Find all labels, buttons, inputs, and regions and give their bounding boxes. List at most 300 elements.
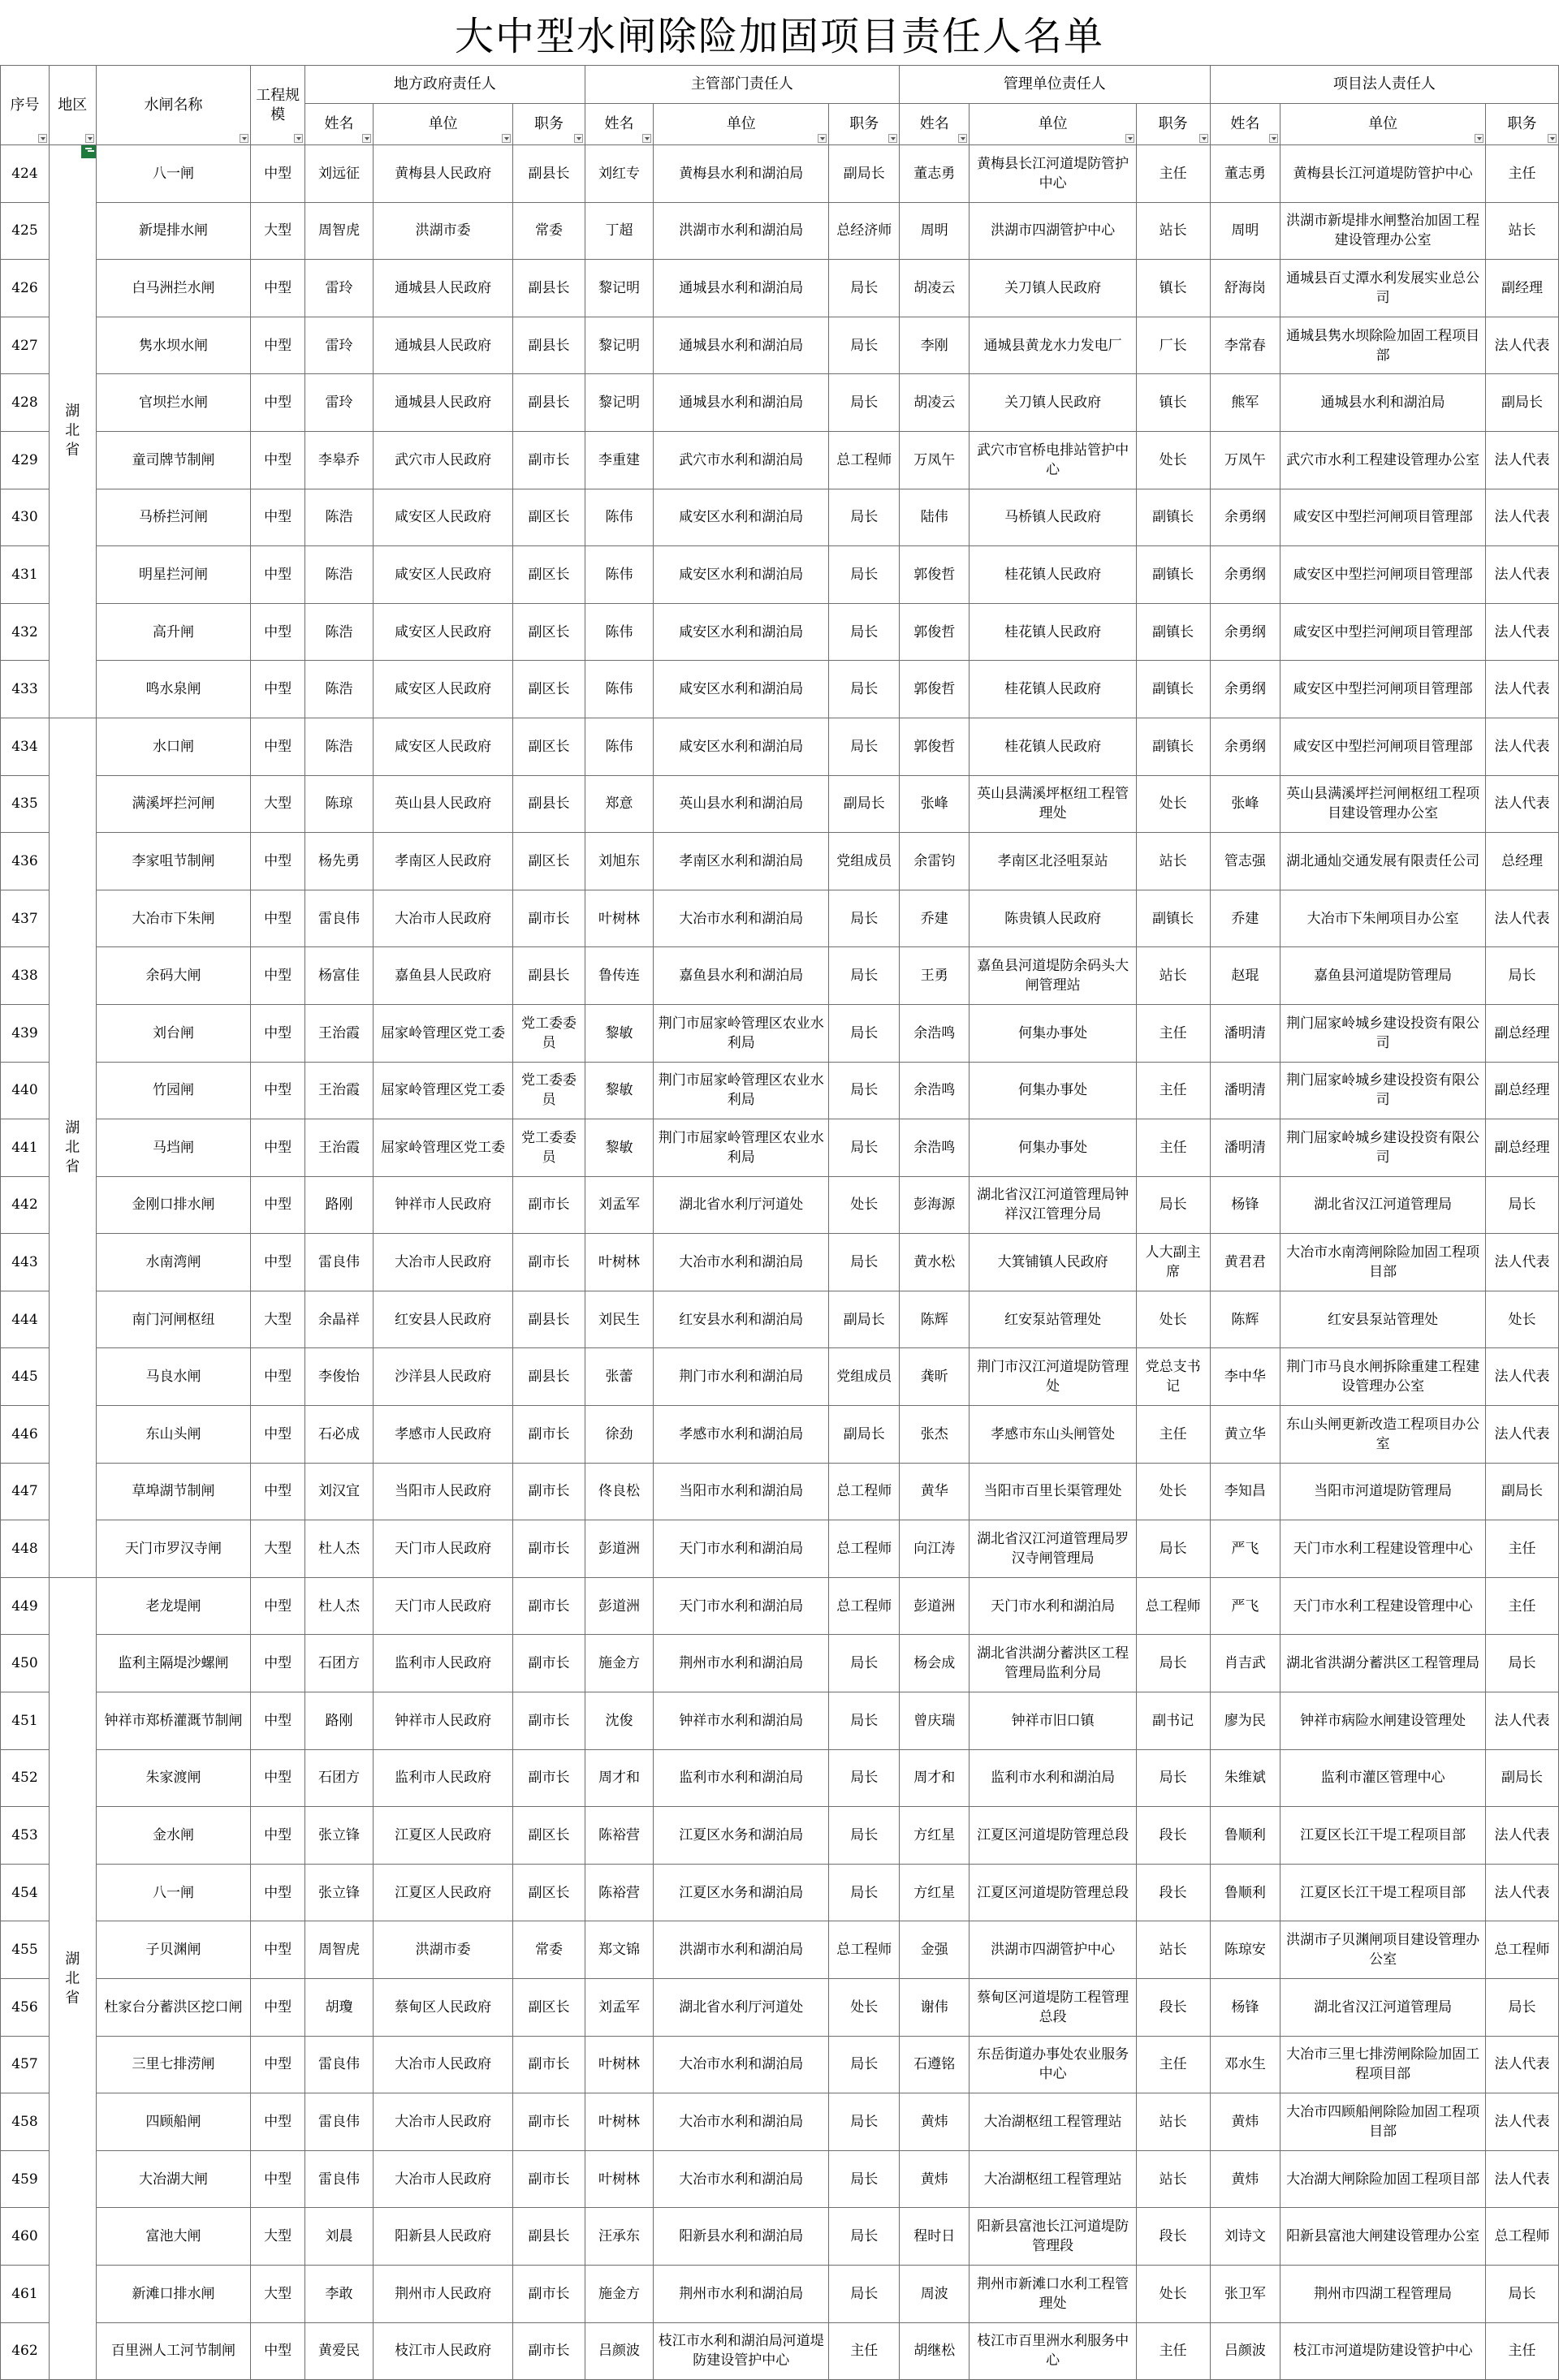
cell-scale[interactable]: 中型 — [251, 431, 305, 489]
cell-mgmt-unit[interactable]: 湖北省洪湖分蓄洪区工程管理局监利分局 — [970, 1635, 1136, 1692]
cell-legal-person[interactable]: 陈琼安 — [1210, 1921, 1280, 1979]
cell-gate-name[interactable]: 金刚口排水闸 — [96, 1176, 251, 1234]
cell-dept-unit[interactable]: 大冶市水利和湖泊局 — [654, 2093, 829, 2151]
cell-mgmt-unit[interactable]: 关刀镇人民政府 — [970, 374, 1136, 432]
cell-seq[interactable]: 429 — [1, 431, 50, 489]
cell-mgmt-role[interactable]: 站长 — [1136, 2150, 1210, 2208]
cell-gate-name[interactable]: 大冶湖大闸 — [96, 2150, 251, 2208]
cell-gov-role[interactable]: 副区长 — [513, 546, 585, 604]
cell-legal-unit[interactable]: 湖北省汉江河道管理局 — [1280, 1176, 1486, 1234]
cell-mgmt-role[interactable]: 处长 — [1136, 1463, 1210, 1520]
cell-dept-person[interactable]: 陈伟 — [585, 603, 653, 661]
cell-dept-role[interactable]: 主任 — [829, 2322, 900, 2380]
cell-seq[interactable]: 453 — [1, 1807, 50, 1865]
cell-mgmt-unit[interactable]: 湖北省汉江河道管理局罗汉寺闸管理局 — [970, 1520, 1136, 1578]
filter-dropdown-icon[interactable] — [362, 134, 371, 143]
cell-dept-person[interactable]: 刘民生 — [585, 1291, 653, 1348]
cell-scale[interactable]: 中型 — [251, 1692, 305, 1750]
cell-legal-unit[interactable]: 天门市水利工程建设管理中心 — [1280, 1577, 1486, 1635]
cell-mgmt-unit[interactable]: 嘉鱼县河道堤防余码头大闸管理站 — [970, 947, 1136, 1005]
header-role[interactable]: 职务 — [1486, 104, 1559, 145]
filter-dropdown-icon[interactable] — [888, 134, 897, 143]
cell-mgmt-role[interactable]: 局长 — [1136, 1635, 1210, 1692]
cell-mgmt-person[interactable]: 张峰 — [899, 775, 970, 833]
cell-gov-unit[interactable]: 红安县人民政府 — [374, 1291, 513, 1348]
cell-mgmt-person[interactable]: 谢伟 — [899, 1979, 970, 2037]
cell-scale[interactable]: 大型 — [251, 775, 305, 833]
cell-legal-person[interactable]: 乔建 — [1210, 890, 1280, 947]
filter-dropdown-icon[interactable] — [294, 134, 303, 143]
cell-gov-person[interactable]: 陈琼 — [304, 775, 373, 833]
cell-scale[interactable]: 中型 — [251, 2150, 305, 2208]
cell-legal-person[interactable]: 陈辉 — [1210, 1291, 1280, 1348]
cell-mgmt-person[interactable]: 陆伟 — [899, 489, 970, 546]
filter-dropdown-icon[interactable] — [1199, 134, 1208, 143]
cell-mgmt-unit[interactable]: 阳新县富池长江河道堤防管理段 — [970, 2208, 1136, 2266]
cell-gov-person[interactable]: 杨先勇 — [304, 833, 373, 890]
cell-gov-role[interactable]: 副区长 — [513, 1864, 585, 1921]
cell-comment-marker-icon[interactable] — [81, 145, 96, 158]
cell-dept-role[interactable]: 总工程师 — [829, 1577, 900, 1635]
cell-scale[interactable]: 中型 — [251, 317, 305, 374]
cell-legal-role[interactable]: 局长 — [1486, 2265, 1559, 2322]
cell-dept-person[interactable]: 黎记明 — [585, 317, 653, 374]
cell-gov-person[interactable]: 杨富佳 — [304, 947, 373, 1005]
cell-gov-unit[interactable]: 咸安区人民政府 — [374, 489, 513, 546]
cell-gov-unit[interactable]: 咸安区人民政府 — [374, 546, 513, 604]
cell-mgmt-role[interactable]: 局长 — [1136, 1749, 1210, 1807]
cell-gov-person[interactable]: 王治霞 — [304, 1119, 373, 1177]
cell-mgmt-person[interactable]: 董志勇 — [899, 145, 970, 203]
cell-legal-person[interactable]: 余勇纲 — [1210, 603, 1280, 661]
cell-legal-unit[interactable]: 咸安区中型拦河闸项目管理部 — [1280, 489, 1486, 546]
filter-dropdown-icon[interactable] — [240, 134, 248, 143]
cell-gov-person[interactable]: 石团方 — [304, 1635, 373, 1692]
cell-dept-person[interactable]: 黎记明 — [585, 374, 653, 432]
cell-gov-unit[interactable]: 咸安区人民政府 — [374, 661, 513, 718]
cell-legal-role[interactable]: 法人代表 — [1486, 1692, 1559, 1750]
cell-mgmt-unit[interactable]: 何集办事处 — [970, 1004, 1136, 1062]
cell-mgmt-role[interactable]: 主任 — [1136, 1119, 1210, 1177]
cell-gate-name[interactable]: 钟祥市郑桥灌溉节制闸 — [96, 1692, 251, 1750]
cell-legal-unit[interactable]: 江夏区长江干堤工程项目部 — [1280, 1864, 1486, 1921]
header-region[interactable]: 地区 — [49, 66, 96, 145]
cell-gov-person[interactable]: 刘远征 — [304, 145, 373, 203]
cell-legal-role[interactable]: 站长 — [1486, 202, 1559, 260]
cell-dept-role[interactable]: 处长 — [829, 1176, 900, 1234]
cell-gov-unit[interactable]: 沙洋县人民政府 — [374, 1348, 513, 1406]
cell-seq[interactable]: 462 — [1, 2322, 50, 2380]
cell-legal-role[interactable]: 总工程师 — [1486, 2208, 1559, 2266]
cell-gate-name[interactable]: 子贝渊闸 — [96, 1921, 251, 1979]
cell-legal-unit[interactable]: 荆门屈家岭城乡建设投资有限公司 — [1280, 1062, 1486, 1119]
cell-gov-role[interactable]: 党工委委员 — [513, 1004, 585, 1062]
cell-mgmt-role[interactable]: 总工程师 — [1136, 1577, 1210, 1635]
cell-seq[interactable]: 449 — [1, 1577, 50, 1635]
filter-dropdown-icon[interactable] — [502, 134, 511, 143]
cell-legal-unit[interactable]: 通城县水利和湖泊局 — [1280, 374, 1486, 432]
cell-gov-person[interactable]: 杜人杰 — [304, 1577, 373, 1635]
cell-dept-unit[interactable]: 大冶市水利和湖泊局 — [654, 2036, 829, 2093]
cell-region[interactable] — [49, 1577, 96, 2379]
cell-mgmt-person[interactable]: 方红星 — [899, 1807, 970, 1865]
cell-legal-unit[interactable]: 湖北省汉江河道管理局 — [1280, 1979, 1486, 2037]
cell-scale[interactable]: 中型 — [251, 2093, 305, 2151]
cell-legal-unit[interactable]: 大冶市三里七排涝闸除险加固工程项目部 — [1280, 2036, 1486, 2093]
cell-dept-role[interactable]: 局长 — [829, 374, 900, 432]
cell-scale[interactable]: 中型 — [251, 1577, 305, 1635]
cell-mgmt-person[interactable]: 石遵铭 — [899, 2036, 970, 2093]
cell-seq[interactable]: 460 — [1, 2208, 50, 2266]
cell-gov-person[interactable]: 雷玲 — [304, 260, 373, 317]
cell-gov-person[interactable]: 陈浩 — [304, 546, 373, 604]
cell-gov-unit[interactable]: 阳新县人民政府 — [374, 2208, 513, 2266]
cell-gov-unit[interactable]: 荆州市人民政府 — [374, 2265, 513, 2322]
cell-legal-role[interactable]: 法人代表 — [1486, 1234, 1559, 1291]
cell-seq[interactable]: 432 — [1, 603, 50, 661]
cell-dept-unit[interactable]: 天门市水利和湖泊局 — [654, 1577, 829, 1635]
cell-gov-person[interactable]: 刘晨 — [304, 2208, 373, 2266]
cell-mgmt-person[interactable]: 周明 — [899, 202, 970, 260]
cell-seq[interactable]: 437 — [1, 890, 50, 947]
cell-dept-person[interactable]: 徐劲 — [585, 1406, 653, 1464]
cell-dept-unit[interactable]: 当阳市水利和湖泊局 — [654, 1463, 829, 1520]
cell-dept-unit[interactable]: 咸安区水利和湖泊局 — [654, 546, 829, 604]
cell-dept-person[interactable]: 施金方 — [585, 1635, 653, 1692]
cell-dept-role[interactable]: 局长 — [829, 317, 900, 374]
cell-mgmt-unit[interactable]: 监利市水利和湖泊局 — [970, 1749, 1136, 1807]
cell-seq[interactable]: 444 — [1, 1291, 50, 1348]
cell-dept-person[interactable]: 陈裕营 — [585, 1807, 653, 1865]
cell-legal-unit[interactable]: 当阳市河道堤防管理局 — [1280, 1463, 1486, 1520]
header-person[interactable]: 姓名 — [899, 104, 970, 145]
header-unit[interactable]: 单位 — [654, 104, 829, 145]
cell-gov-role[interactable]: 副市长 — [513, 2150, 585, 2208]
cell-legal-person[interactable]: 杨锋 — [1210, 1176, 1280, 1234]
cell-mgmt-unit[interactable]: 湖北省汉江河道管理局钟祥汉江管理分局 — [970, 1176, 1136, 1234]
cell-gov-role[interactable]: 副县长 — [513, 374, 585, 432]
cell-gov-role[interactable]: 副区长 — [513, 833, 585, 890]
cell-seq[interactable]: 426 — [1, 260, 50, 317]
cell-dept-person[interactable]: 郑意 — [585, 775, 653, 833]
cell-legal-person[interactable]: 余勇纲 — [1210, 489, 1280, 546]
cell-legal-unit[interactable]: 洪湖市子贝渊闸项目建设管理办公室 — [1280, 1921, 1486, 1979]
filter-dropdown-icon[interactable] — [1475, 134, 1483, 143]
cell-legal-person[interactable]: 张卫军 — [1210, 2265, 1280, 2322]
cell-dept-person[interactable]: 黎记明 — [585, 260, 653, 317]
filter-dropdown-icon[interactable] — [1269, 134, 1278, 143]
cell-dept-role[interactable]: 副局长 — [829, 145, 900, 203]
cell-gov-role[interactable]: 副区长 — [513, 1979, 585, 2037]
cell-gate-name[interactable]: 满溪坪拦河闸 — [96, 775, 251, 833]
cell-dept-role[interactable]: 副局长 — [829, 775, 900, 833]
cell-gate-name[interactable]: 隽水坝水闸 — [96, 317, 251, 374]
cell-mgmt-unit[interactable]: 红安泵站管理处 — [970, 1291, 1136, 1348]
cell-legal-unit[interactable]: 荆门屈家岭城乡建设投资有限公司 — [1280, 1004, 1486, 1062]
cell-mgmt-person[interactable]: 余浩鸣 — [899, 1004, 970, 1062]
cell-legal-role[interactable]: 法人代表 — [1486, 1348, 1559, 1406]
cell-mgmt-person[interactable]: 杨会成 — [899, 1635, 970, 1692]
cell-legal-unit[interactable]: 江夏区长江干堤工程项目部 — [1280, 1807, 1486, 1865]
cell-gov-role[interactable]: 副市长 — [513, 431, 585, 489]
cell-scale[interactable]: 中型 — [251, 947, 305, 1005]
cell-legal-role[interactable]: 法人代表 — [1486, 546, 1559, 604]
cell-dept-person[interactable]: 张蕾 — [585, 1348, 653, 1406]
cell-seq[interactable]: 456 — [1, 1979, 50, 2037]
cell-gov-person[interactable]: 王治霞 — [304, 1004, 373, 1062]
cell-dept-person[interactable]: 叶树林 — [585, 2036, 653, 2093]
cell-gov-unit[interactable]: 钟祥市人民政府 — [374, 1176, 513, 1234]
cell-legal-person[interactable]: 管志强 — [1210, 833, 1280, 890]
cell-dept-person[interactable]: 佟良松 — [585, 1463, 653, 1520]
cell-mgmt-role[interactable]: 处长 — [1136, 431, 1210, 489]
cell-dept-person[interactable]: 黎敏 — [585, 1062, 653, 1119]
cell-legal-person[interactable]: 李中华 — [1210, 1348, 1280, 1406]
cell-dept-person[interactable]: 陈伟 — [585, 661, 653, 718]
cell-mgmt-role[interactable]: 副镇长 — [1136, 890, 1210, 947]
cell-seq[interactable]: 441 — [1, 1119, 50, 1177]
cell-gov-person[interactable]: 陈浩 — [304, 603, 373, 661]
cell-legal-role[interactable]: 总工程师 — [1486, 1921, 1559, 1979]
cell-dept-unit[interactable]: 洪湖市水利和湖泊局 — [654, 1921, 829, 1979]
cell-legal-role[interactable]: 法人代表 — [1486, 603, 1559, 661]
cell-legal-unit[interactable]: 大冶市下朱闸项目办公室 — [1280, 890, 1486, 947]
cell-legal-unit[interactable]: 钟祥市病险水闸建设管理处 — [1280, 1692, 1486, 1750]
cell-gate-name[interactable]: 马垱闸 — [96, 1119, 251, 1177]
cell-scale[interactable]: 中型 — [251, 1062, 305, 1119]
cell-dept-person[interactable]: 刘孟军 — [585, 1979, 653, 2037]
cell-gate-name[interactable]: 水南湾闸 — [96, 1234, 251, 1291]
cell-scale[interactable]: 中型 — [251, 833, 305, 890]
cell-scale[interactable]: 中型 — [251, 1749, 305, 1807]
cell-gate-name[interactable]: 富池大闸 — [96, 2208, 251, 2266]
cell-mgmt-role[interactable]: 镇长 — [1136, 374, 1210, 432]
cell-gov-role[interactable]: 副市长 — [513, 890, 585, 947]
cell-gov-role[interactable]: 副区长 — [513, 661, 585, 718]
cell-gov-role[interactable]: 副区长 — [513, 489, 585, 546]
cell-dept-unit[interactable]: 荆门市屈家岭管理区农业水利局 — [654, 1062, 829, 1119]
cell-dept-role[interactable]: 局长 — [829, 546, 900, 604]
cell-gate-name[interactable]: 大冶市下朱闸 — [96, 890, 251, 947]
cell-gate-name[interactable]: 草埠湖节制闸 — [96, 1463, 251, 1520]
cell-seq[interactable]: 440 — [1, 1062, 50, 1119]
cell-gov-role[interactable]: 副市长 — [513, 1176, 585, 1234]
cell-region[interactable] — [49, 718, 96, 1577]
cell-gov-unit[interactable]: 枝江市人民政府 — [374, 2322, 513, 2380]
cell-legal-person[interactable]: 余勇纲 — [1210, 661, 1280, 718]
cell-dept-person[interactable]: 彭道洲 — [585, 1577, 653, 1635]
cell-legal-role[interactable]: 法人代表 — [1486, 718, 1559, 775]
cell-gov-person[interactable]: 雷玲 — [304, 317, 373, 374]
cell-mgmt-unit[interactable]: 孝南区北泾咀泵站 — [970, 833, 1136, 890]
cell-legal-unit[interactable]: 英山县满溪坪拦河闸枢纽工程项目建设管理办公室 — [1280, 775, 1486, 833]
cell-mgmt-unit[interactable]: 荆门市汉江河道堤防管理处 — [970, 1348, 1136, 1406]
cell-scale[interactable]: 中型 — [251, 2036, 305, 2093]
cell-mgmt-role[interactable]: 局长 — [1136, 1520, 1210, 1578]
cell-gov-person[interactable]: 周智虎 — [304, 202, 373, 260]
cell-mgmt-person[interactable]: 方红星 — [899, 1864, 970, 1921]
cell-legal-role[interactable]: 法人代表 — [1486, 2150, 1559, 2208]
cell-gov-unit[interactable]: 咸安区人民政府 — [374, 718, 513, 775]
cell-dept-role[interactable]: 局长 — [829, 1807, 900, 1865]
cell-dept-person[interactable]: 李重建 — [585, 431, 653, 489]
cell-dept-role[interactable]: 总工程师 — [829, 1921, 900, 1979]
cell-legal-person[interactable]: 黄炜 — [1210, 2150, 1280, 2208]
cell-gate-name[interactable]: 李家咀节制闸 — [96, 833, 251, 890]
cell-mgmt-role[interactable]: 镇长 — [1136, 260, 1210, 317]
cell-mgmt-unit[interactable]: 马桥镇人民政府 — [970, 489, 1136, 546]
cell-seq[interactable]: 438 — [1, 947, 50, 1005]
cell-gov-unit[interactable]: 洪湖市委 — [374, 1921, 513, 1979]
cell-scale[interactable]: 中型 — [251, 1348, 305, 1406]
cell-legal-person[interactable]: 万凤午 — [1210, 431, 1280, 489]
cell-gate-name[interactable]: 官坝拦水闸 — [96, 374, 251, 432]
cell-dept-unit[interactable]: 咸安区水利和湖泊局 — [654, 489, 829, 546]
cell-seq[interactable]: 450 — [1, 1635, 50, 1692]
cell-legal-unit[interactable]: 荆州市四湖工程管理局 — [1280, 2265, 1486, 2322]
cell-legal-person[interactable]: 潘明清 — [1210, 1119, 1280, 1177]
cell-mgmt-person[interactable]: 万凤午 — [899, 431, 970, 489]
cell-gov-role[interactable]: 副市长 — [513, 2265, 585, 2322]
cell-gov-unit[interactable]: 江夏区人民政府 — [374, 1864, 513, 1921]
cell-legal-person[interactable]: 赵琨 — [1210, 947, 1280, 1005]
cell-seq[interactable]: 435 — [1, 775, 50, 833]
cell-mgmt-unit[interactable]: 大箕铺镇人民政府 — [970, 1234, 1136, 1291]
cell-seq[interactable]: 439 — [1, 1004, 50, 1062]
cell-mgmt-unit[interactable]: 东岳街道办事处农业服务中心 — [970, 2036, 1136, 2093]
cell-gate-name[interactable]: 马桥拦河闸 — [96, 489, 251, 546]
cell-legal-role[interactable]: 副局长 — [1486, 1463, 1559, 1520]
cell-seq[interactable]: 431 — [1, 546, 50, 604]
cell-gov-role[interactable]: 副区长 — [513, 603, 585, 661]
cell-scale[interactable]: 中型 — [251, 1119, 305, 1177]
cell-scale[interactable]: 中型 — [251, 1979, 305, 2037]
cell-mgmt-person[interactable]: 龚昕 — [899, 1348, 970, 1406]
cell-dept-unit[interactable]: 大冶市水利和湖泊局 — [654, 2150, 829, 2208]
cell-mgmt-person[interactable]: 郭俊哲 — [899, 546, 970, 604]
cell-scale[interactable]: 中型 — [251, 890, 305, 947]
cell-gov-person[interactable]: 刘汉宜 — [304, 1463, 373, 1520]
cell-dept-unit[interactable]: 荆州市水利和湖泊局 — [654, 2265, 829, 2322]
cell-legal-unit[interactable]: 枝江市河道堤防建设管护中心 — [1280, 2322, 1486, 2380]
cell-seq[interactable]: 461 — [1, 2265, 50, 2322]
cell-seq[interactable]: 443 — [1, 1234, 50, 1291]
cell-gov-unit[interactable]: 监利市人民政府 — [374, 1635, 513, 1692]
cell-gate-name[interactable]: 朱家渡闸 — [96, 1749, 251, 1807]
cell-mgmt-unit[interactable]: 黄梅县长江河道堤防管护中心 — [970, 145, 1136, 203]
cell-mgmt-role[interactable]: 处长 — [1136, 775, 1210, 833]
cell-mgmt-unit[interactable]: 枝江市百里洲水利服务中心 — [970, 2322, 1136, 2380]
cell-mgmt-person[interactable]: 陈辉 — [899, 1291, 970, 1348]
cell-seq[interactable]: 436 — [1, 833, 50, 890]
cell-gate-name[interactable]: 马良水闸 — [96, 1348, 251, 1406]
cell-gov-person[interactable]: 雷良伟 — [304, 1234, 373, 1291]
cell-dept-role[interactable]: 局长 — [829, 661, 900, 718]
cell-seq[interactable]: 424 — [1, 145, 50, 203]
cell-legal-person[interactable]: 鲁顺利 — [1210, 1807, 1280, 1865]
cell-gate-name[interactable]: 童司牌节制闸 — [96, 431, 251, 489]
cell-legal-person[interactable]: 刘诗文 — [1210, 2208, 1280, 2266]
cell-dept-unit[interactable]: 咸安区水利和湖泊局 — [654, 718, 829, 775]
cell-seq[interactable]: 455 — [1, 1921, 50, 1979]
cell-mgmt-person[interactable]: 周才和 — [899, 1749, 970, 1807]
cell-scale[interactable]: 中型 — [251, 1176, 305, 1234]
cell-gate-name[interactable]: 三里七排涝闸 — [96, 2036, 251, 2093]
cell-dept-person[interactable]: 刘红专 — [585, 145, 653, 203]
cell-dept-unit[interactable]: 荆门市屈家岭管理区农业水利局 — [654, 1004, 829, 1062]
cell-legal-person[interactable]: 潘明清 — [1210, 1062, 1280, 1119]
cell-legal-unit[interactable]: 洪湖市新堤排水闸整治加固工程建设管理办公室 — [1280, 202, 1486, 260]
cell-gov-unit[interactable]: 钟祥市人民政府 — [374, 1692, 513, 1750]
cell-legal-role[interactable]: 局长 — [1486, 1979, 1559, 2037]
cell-legal-unit[interactable]: 咸安区中型拦河闸项目管理部 — [1280, 661, 1486, 718]
cell-dept-person[interactable]: 施金方 — [585, 2265, 653, 2322]
cell-gov-role[interactable]: 副市长 — [513, 2093, 585, 2151]
cell-mgmt-person[interactable]: 程时日 — [899, 2208, 970, 2266]
cell-gov-role[interactable]: 副市长 — [513, 2322, 585, 2380]
cell-mgmt-unit[interactable]: 通城县黄龙水力发电厂 — [970, 317, 1136, 374]
cell-gate-name[interactable]: 余码大闸 — [96, 947, 251, 1005]
cell-mgmt-unit[interactable]: 天门市水利和湖泊局 — [970, 1577, 1136, 1635]
cell-mgmt-role[interactable]: 站长 — [1136, 947, 1210, 1005]
header-gate-name[interactable]: 水闸名称 — [96, 66, 251, 145]
cell-gov-role[interactable]: 副市长 — [513, 1234, 585, 1291]
cell-scale[interactable]: 中型 — [251, 2322, 305, 2380]
cell-mgmt-role[interactable]: 站长 — [1136, 202, 1210, 260]
cell-legal-person[interactable]: 熊军 — [1210, 374, 1280, 432]
cell-mgmt-person[interactable]: 张杰 — [899, 1406, 970, 1464]
cell-mgmt-unit[interactable]: 蔡甸区河道堤防工程管理总段 — [970, 1979, 1136, 2037]
cell-dept-unit[interactable]: 咸安区水利和湖泊局 — [654, 661, 829, 718]
cell-legal-unit[interactable]: 大冶湖大闸除险加固工程项目部 — [1280, 2150, 1486, 2208]
cell-legal-unit[interactable]: 东山头闸更新改造工程项目办公室 — [1280, 1406, 1486, 1464]
cell-gov-unit[interactable]: 大冶市人民政府 — [374, 1234, 513, 1291]
cell-mgmt-person[interactable]: 黄炜 — [899, 2150, 970, 2208]
cell-dept-unit[interactable]: 天门市水利和湖泊局 — [654, 1520, 829, 1578]
filter-dropdown-icon[interactable] — [958, 134, 967, 143]
cell-mgmt-unit[interactable]: 武穴市官桥电排站管护中心 — [970, 431, 1136, 489]
cell-mgmt-unit[interactable]: 洪湖市四湖管护中心 — [970, 202, 1136, 260]
cell-seq[interactable]: 459 — [1, 2150, 50, 2208]
cell-mgmt-role[interactable]: 主任 — [1136, 1062, 1210, 1119]
cell-mgmt-unit[interactable]: 何集办事处 — [970, 1119, 1136, 1177]
cell-gov-role[interactable]: 副市长 — [513, 1635, 585, 1692]
cell-mgmt-role[interactable]: 副镇长 — [1136, 661, 1210, 718]
cell-mgmt-role[interactable]: 党总支书记 — [1136, 1348, 1210, 1406]
cell-scale[interactable]: 中型 — [251, 145, 305, 203]
cell-mgmt-person[interactable]: 胡凌云 — [899, 260, 970, 317]
cell-legal-role[interactable]: 法人代表 — [1486, 1406, 1559, 1464]
cell-gov-person[interactable]: 李敢 — [304, 2265, 373, 2322]
cell-gov-person[interactable]: 雷良伟 — [304, 2150, 373, 2208]
cell-legal-unit[interactable]: 荆门屈家岭城乡建设投资有限公司 — [1280, 1119, 1486, 1177]
filter-dropdown-icon[interactable] — [1548, 134, 1557, 143]
cell-mgmt-unit[interactable]: 桂花镇人民政府 — [970, 546, 1136, 604]
cell-mgmt-role[interactable]: 副镇长 — [1136, 718, 1210, 775]
cell-gov-person[interactable]: 石团方 — [304, 1749, 373, 1807]
cell-gov-person[interactable]: 雷玲 — [304, 374, 373, 432]
cell-mgmt-person[interactable]: 郭俊哲 — [899, 718, 970, 775]
cell-legal-person[interactable]: 黄立华 — [1210, 1406, 1280, 1464]
cell-legal-role[interactable]: 法人代表 — [1486, 317, 1559, 374]
cell-legal-role[interactable]: 副总经理 — [1486, 1119, 1559, 1177]
cell-mgmt-role[interactable]: 处长 — [1136, 1291, 1210, 1348]
cell-gate-name[interactable]: 白马洲拦水闸 — [96, 260, 251, 317]
cell-dept-unit[interactable]: 红安县水利和湖泊局 — [654, 1291, 829, 1348]
cell-gov-role[interactable]: 副县长 — [513, 775, 585, 833]
cell-seq[interactable]: 433 — [1, 661, 50, 718]
cell-gov-unit[interactable]: 屈家岭管理区党工委 — [374, 1004, 513, 1062]
